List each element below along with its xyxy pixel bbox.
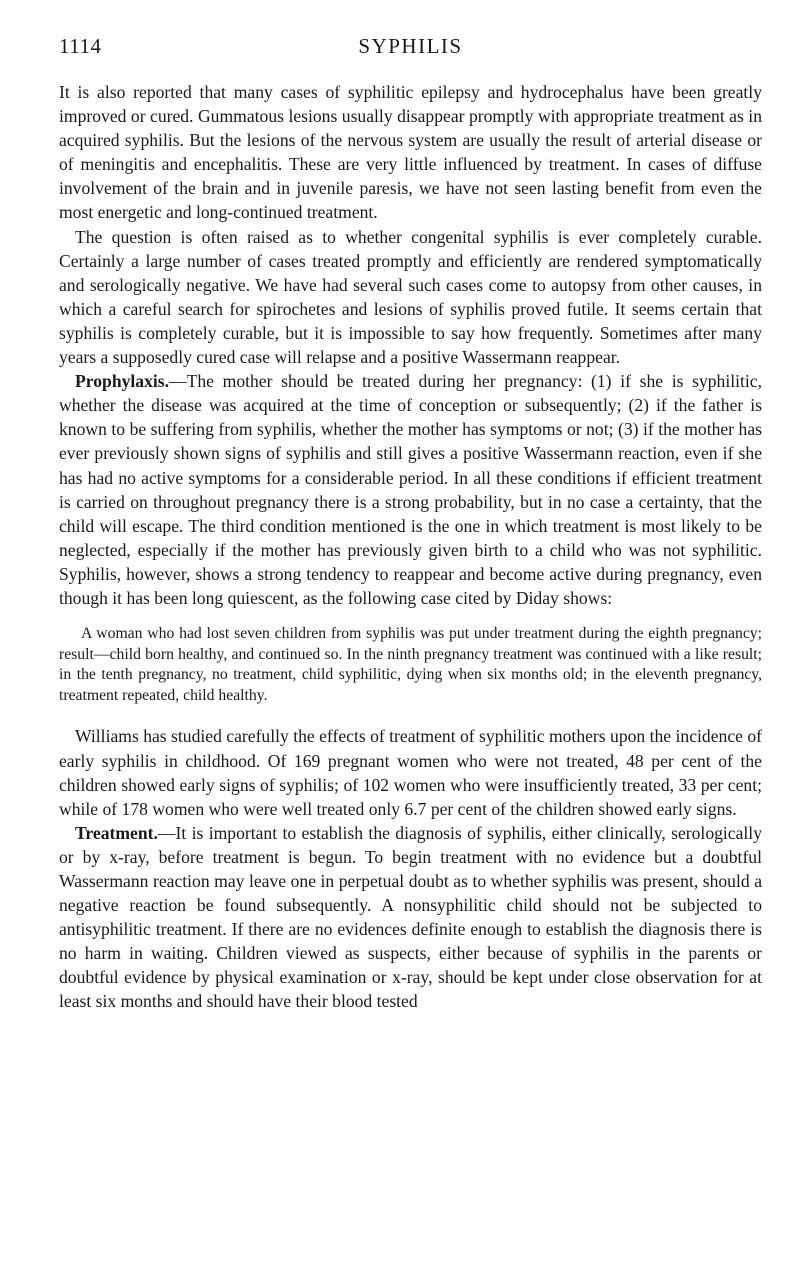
section-heading-treatment: Treatment. (75, 822, 158, 843)
body-text (59, 80, 762, 1014)
diday-case-text: A woman who had lost seven children from syphilis was put under treatment during the eighth pregnancy; result—child born healthy, and continued so. In the ninth pregnancy treatment was continued with a like result; in the tenth pregnancy, no treatment, child syphilitic, dying when six months old; in the eleventh pregnancy, treatment repeated, child healthy. (59, 625, 762, 704)
running-header (59, 34, 762, 64)
case-quotation (59, 624, 762, 706)
prophylaxis-text: —The mother should be treated during her pregnancy: (1) if she is syphilitic, whether the disease was acquired at the time of conception or subsequently; (2) if the father is known to be suffering from syphilis, whether the mother has symptoms or not; (3) if the mother has ever previously shown signs of syphilis and still gives a positive Wassermann reaction, even if she has had no active symptoms for a considerable period. In all these conditions if efficient treatment is carried on throughout pregnancy there is a strong probability, but in no case a certainty, that the child will escape. The third condition mentioned is the one in which treatment is most likely to be neglected, especially if the mother has previously given birth to a child who was not syphilitic. Syphilis, however, shows a strong tendency to reappear and become active during pregnancy, even though it has been long quiescent, as the following case cited by Diday shows: (59, 371, 762, 608)
paragraph-williams-study: Williams has studied carefully the effects of treatment of syphilitic mothers upon the incidence of early syphilis in childhood. Of 169 pregnant women who were not treated, 48 per cent of the children showed early signs of syphilis; of 102 women who were insufficiently treated, 33 per cent; while of 178 women who were well treated only 6.7 per cent of the children showed early signs. (59, 726, 762, 819)
paragraph-prophylaxis (59, 369, 762, 610)
page-number: 1114 (59, 34, 102, 58)
paragraph-treatment (59, 821, 762, 1014)
running-title: SYPHILIS (358, 34, 463, 58)
treatment-text: —It is important to establish the diagnosis of syphilis, either clinically, serologically or by x-ray, before treatment is begun. To begin treatment with no evidence but a doubtful Wassermann reaction may leave one in perpetual doubt as to whether syphilis was present, should a negative reaction be found subsequently. A nonsyphilitic child should not be subjected to antisyphilitic treatment. If there are no evidences definite enough to establish the diagnosis there is no harm in waiting. Children viewed as suspects, either because of syphilis in the parents or doubtful evidence by physical examination or x-ray, should be kept under close observation for at least six months and should have their blood tested (59, 822, 762, 1012)
section-heading-prophylaxis: Prophylaxis. (75, 371, 170, 392)
paragraph-nervous-system: It is also reported that many cases of syphilitic epilepsy and hydrocephalus have been greatly improved or cured. Gummatous lesions usually disappear promptly with appropriate treatment as in acquired syphilis. But the lesions of the nervous system are usually the result of arterial disease or of meningitis and encephalitis. These are very little influenced by treatment. In cases of diffuse involvement of the brain and in juvenile paresis, we have not seen lasting benefit from even the most energetic and long-continued treatment. (59, 82, 762, 223)
paragraph-curability: The question is often raised as to whether congenital syphilis is ever completely curable. Certainly a large number of cases treated promptly and efficiently are rendered symptomatically and serologically negative. We have had several such cases come to autopsy from other causes, in which a careful search for spirochetes and lesions of syphilis proved futile. It seems certain that syphilis is completely curable, but it is impossible to say how frequently. Sometimes after many years a supposedly cured case will relapse and a positive Wassermann reappear. (59, 226, 762, 368)
